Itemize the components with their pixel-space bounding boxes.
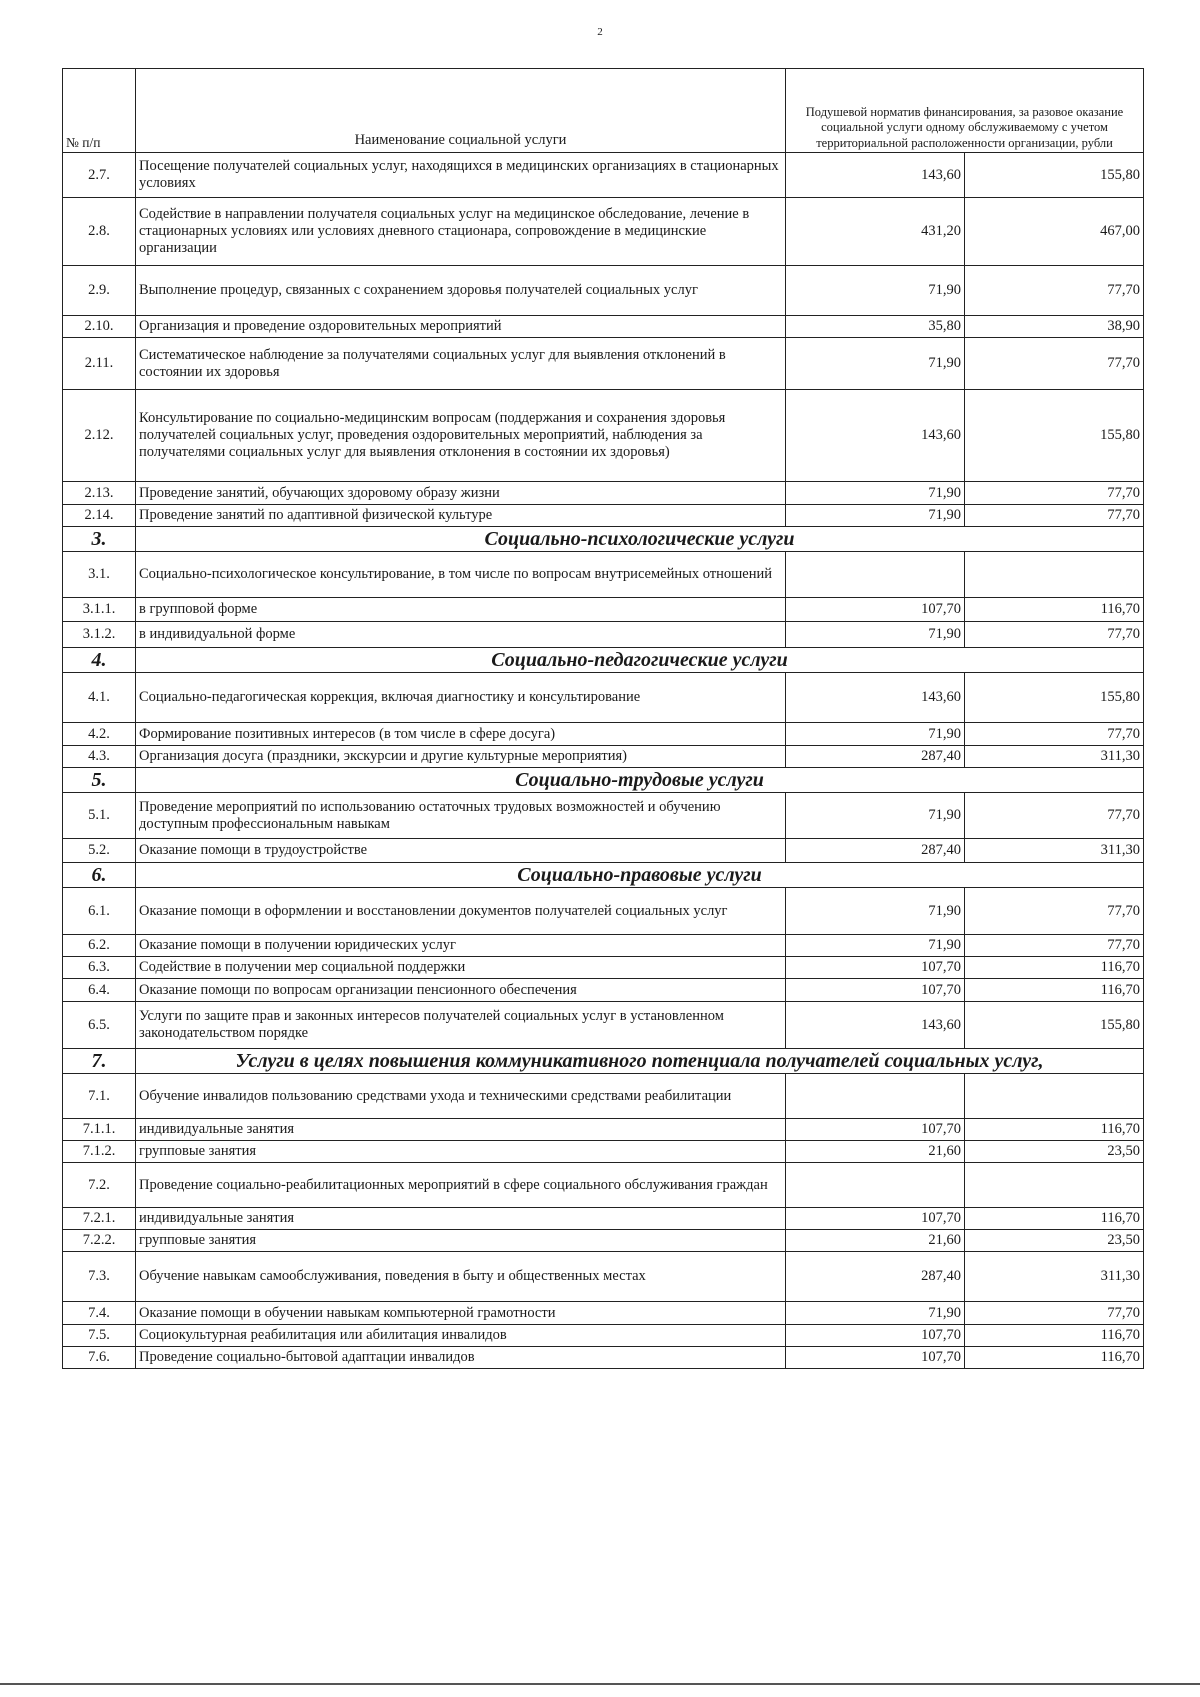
row-number: 7.4. (63, 1302, 136, 1325)
table-row (63, 888, 1144, 935)
table-row (63, 390, 1144, 482)
table-row (63, 793, 1144, 839)
service-name: Услуги по защите прав и законных интересов получателей социальных услуг в установленном законодательством порядке (136, 1002, 786, 1049)
table-row (63, 673, 1144, 723)
norm-value-1: 71,90 (786, 482, 965, 505)
norm-value-1: 71,90 (786, 888, 965, 935)
section-row (63, 768, 1144, 793)
norm-value-1: 143,60 (786, 153, 965, 198)
norm-value-2: 116,70 (965, 957, 1144, 979)
table-row (63, 316, 1144, 338)
section-row (63, 863, 1144, 888)
norm-value-1: 21,60 (786, 1230, 965, 1252)
row-number: 5.1. (63, 793, 136, 839)
table-row (63, 1347, 1144, 1369)
norm-value-2: 155,80 (965, 390, 1144, 482)
service-name: в групповой форме (136, 598, 786, 622)
norm-value-2: 116,70 (965, 979, 1144, 1002)
service-name: индивидуальные занятия (136, 1208, 786, 1230)
table-row (63, 198, 1144, 266)
norm-value-2: 77,70 (965, 505, 1144, 527)
row-number: 3.1.1. (63, 598, 136, 622)
table-row (63, 1208, 1144, 1230)
norm-value-2: 311,30 (965, 746, 1144, 768)
section-number: 3. (63, 527, 136, 552)
norm-value-2: 77,70 (965, 266, 1144, 316)
row-number: 4.2. (63, 723, 136, 746)
services-table (62, 68, 1144, 1369)
norm-value-1: 287,40 (786, 746, 965, 768)
norm-value-2: 155,80 (965, 153, 1144, 198)
table-row (63, 1141, 1144, 1163)
row-number: 7.5. (63, 1325, 136, 1347)
service-name: Оказание помощи в оформлении и восстановлении документов получателей социальных услуг (136, 888, 786, 935)
table-row (63, 1002, 1144, 1049)
row-number: 2.11. (63, 338, 136, 390)
norm-value-1: 71,90 (786, 1302, 965, 1325)
section-number: 6. (63, 863, 136, 888)
service-name: Организация досуга (праздники, экскурсии и другие культурные мероприятия) (136, 746, 786, 768)
row-number: 7.3. (63, 1252, 136, 1302)
service-name: индивидуальные занятия (136, 1119, 786, 1141)
norm-value-1: 71,90 (786, 935, 965, 957)
norm-value-2: 38,90 (965, 316, 1144, 338)
norm-value-2: 116,70 (965, 1119, 1144, 1141)
norm-value-1: 71,90 (786, 505, 965, 527)
service-name: Социально-педагогическая коррекция, включая диагностику и консультирование (136, 673, 786, 723)
norm-value-1: 431,20 (786, 198, 965, 266)
row-number: 6.3. (63, 957, 136, 979)
table-row (63, 1325, 1144, 1347)
section-title: Социально-трудовые услуги (136, 768, 1144, 793)
service-name: Оказание помощи в обучении навыкам компьютерной грамотности (136, 1302, 786, 1325)
service-name: Организация и проведение оздоровительных мероприятий (136, 316, 786, 338)
row-number: 2.12. (63, 390, 136, 482)
table-row (63, 505, 1144, 527)
table-row (63, 1074, 1144, 1119)
norm-value-2: 77,70 (965, 888, 1144, 935)
table-row (63, 1252, 1144, 1302)
norm-value-1: 143,60 (786, 390, 965, 482)
row-number: 7.1.2. (63, 1141, 136, 1163)
norm-value-1: 143,60 (786, 1002, 965, 1049)
header-norm: Подушевой норматив финансирования, за разовое оказание социальной услуги одному обслуживаемому с учетом территориальной расположенности организации, рубли (786, 69, 1144, 153)
row-number: 6.5. (63, 1002, 136, 1049)
header-service-name: Наименование социальной услуги (136, 69, 786, 153)
service-name: групповые занятия (136, 1141, 786, 1163)
service-name: в индивидуальной форме (136, 622, 786, 648)
section-row (63, 527, 1144, 552)
norm-value-1: 107,70 (786, 979, 965, 1002)
row-number: 7.6. (63, 1347, 136, 1369)
table-row (63, 622, 1144, 648)
norm-value-1 (786, 552, 965, 598)
row-number: 7.2.2. (63, 1230, 136, 1252)
table-row (63, 1119, 1144, 1141)
table-row (63, 723, 1144, 746)
norm-value-2: 116,70 (965, 1325, 1144, 1347)
norm-value-2: 77,70 (965, 482, 1144, 505)
service-name: Проведение социально-реабилитационных мероприятий в сфере социального обслуживания граждан (136, 1163, 786, 1208)
table-row (63, 957, 1144, 979)
norm-value-2: 155,80 (965, 673, 1144, 723)
row-number: 5.2. (63, 839, 136, 863)
norm-value-2: 77,70 (965, 723, 1144, 746)
row-number: 2.13. (63, 482, 136, 505)
norm-value-2: 77,70 (965, 622, 1144, 648)
norm-value-1 (786, 1074, 965, 1119)
table-row (63, 1302, 1144, 1325)
norm-value-2: 116,70 (965, 598, 1144, 622)
table-row (63, 839, 1144, 863)
norm-value-2: 23,50 (965, 1230, 1144, 1252)
norm-value-1: 107,70 (786, 957, 965, 979)
service-name: Проведение занятий, обучающих здоровому образу жизни (136, 482, 786, 505)
service-name: Социально-психологическое консультирование, в том числе по вопросам внутрисемейных отношений (136, 552, 786, 598)
section-title: Социально-психологические услуги (136, 527, 1144, 552)
norm-value-2: 77,70 (965, 793, 1144, 839)
service-name: групповые занятия (136, 1230, 786, 1252)
section-number: 4. (63, 648, 136, 673)
norm-value-2 (965, 1163, 1144, 1208)
service-name: Систематическое наблюдение за получателями социальных услуг для выявления отклонений в состоянии их здоровья (136, 338, 786, 390)
table-row (63, 1163, 1144, 1208)
norm-value-1: 107,70 (786, 1325, 965, 1347)
section-number: 5. (63, 768, 136, 793)
table-body (63, 69, 1144, 1369)
table-row (63, 935, 1144, 957)
row-number: 3.1. (63, 552, 136, 598)
service-name: Оказание помощи в трудоустройстве (136, 839, 786, 863)
norm-value-2: 311,30 (965, 1252, 1144, 1302)
scan-edge-line (0, 1683, 1200, 1685)
norm-value-2 (965, 1074, 1144, 1119)
norm-value-1: 107,70 (786, 598, 965, 622)
section-number: 7. (63, 1049, 136, 1074)
page-number: 2 (597, 26, 603, 38)
norm-value-2 (965, 552, 1144, 598)
section-row (63, 648, 1144, 673)
norm-value-2: 77,70 (965, 1302, 1144, 1325)
row-number: 2.7. (63, 153, 136, 198)
section-title: Социально-правовые услуги (136, 863, 1144, 888)
norm-value-2: 311,30 (965, 839, 1144, 863)
service-name: Посещение получателей социальных услуг, находящихся в медицинских организациях в стационарных условиях (136, 153, 786, 198)
row-number: 4.3. (63, 746, 136, 768)
row-number: 7.1.1. (63, 1119, 136, 1141)
section-title: Социально-педагогические услуги (136, 648, 1144, 673)
norm-value-2: 116,70 (965, 1208, 1144, 1230)
norm-value-1: 107,70 (786, 1119, 965, 1141)
norm-value-2: 467,00 (965, 198, 1144, 266)
row-number: 3.1.2. (63, 622, 136, 648)
norm-value-2: 155,80 (965, 1002, 1144, 1049)
norm-value-1: 71,90 (786, 793, 965, 839)
norm-value-1 (786, 1163, 965, 1208)
service-name: Социокультурная реабилитация или абилитация инвалидов (136, 1325, 786, 1347)
norm-value-2: 77,70 (965, 338, 1144, 390)
table-row (63, 1230, 1144, 1252)
row-number: 6.1. (63, 888, 136, 935)
row-number: 7.2. (63, 1163, 136, 1208)
norm-value-1: 35,80 (786, 316, 965, 338)
service-name: Оказание помощи по вопросам организации пенсионного обеспечения (136, 979, 786, 1002)
row-number: 2.8. (63, 198, 136, 266)
service-name: Формирование позитивных интересов (в том числе в сфере досуга) (136, 723, 786, 746)
norm-value-1: 287,40 (786, 1252, 965, 1302)
row-number: 7.2.1. (63, 1208, 136, 1230)
section-title: Услуги в целях повышения коммуникативного потенциала получателей социальных услуг, (136, 1049, 1144, 1074)
table-row (63, 482, 1144, 505)
table-row (63, 338, 1144, 390)
row-number: 7.1. (63, 1074, 136, 1119)
service-name: Выполнение процедур, связанных с сохранением здоровья получателей социальных услуг (136, 266, 786, 316)
norm-value-1: 71,90 (786, 723, 965, 746)
row-number: 2.14. (63, 505, 136, 527)
service-name: Консультирование по социально-медицинским вопросам (поддержания и сохранения здоровья получателей социальных услуг, проведения оздоровительных мероприятий, наблюдения за получателями социальных услуг для выявления отклонения в состоянии их здоровья) (136, 390, 786, 482)
norm-value-1: 107,70 (786, 1347, 965, 1369)
row-number: 6.4. (63, 979, 136, 1002)
norm-value-1: 71,90 (786, 622, 965, 648)
row-number: 2.9. (63, 266, 136, 316)
norm-value-1: 21,60 (786, 1141, 965, 1163)
service-name: Проведение социально-бытовой адаптации инвалидов (136, 1347, 786, 1369)
header-row (63, 69, 1144, 153)
service-name: Проведение мероприятий по использованию остаточных трудовых возможностей и обучению доступным профессиональным навыкам (136, 793, 786, 839)
row-number: 6.2. (63, 935, 136, 957)
norm-value-2: 116,70 (965, 1347, 1144, 1369)
table-row (63, 153, 1144, 198)
header-number: № п/п (63, 69, 136, 153)
table-row (63, 552, 1144, 598)
norm-value-1: 71,90 (786, 338, 965, 390)
service-name: Обучение инвалидов пользованию средствами ухода и техническими средствами реабилитации (136, 1074, 786, 1119)
table-row (63, 979, 1144, 1002)
service-name: Содействие в получении мер социальной поддержки (136, 957, 786, 979)
service-name: Обучение навыкам самообслуживания, поведения в быту и общественных местах (136, 1252, 786, 1302)
norm-value-1: 107,70 (786, 1208, 965, 1230)
norm-value-1: 143,60 (786, 673, 965, 723)
section-row (63, 1049, 1144, 1074)
table-row (63, 598, 1144, 622)
service-name: Проведение занятий по адаптивной физической культуре (136, 505, 786, 527)
table-row (63, 746, 1144, 768)
service-name: Оказание помощи в получении юридических услуг (136, 935, 786, 957)
norm-value-1: 287,40 (786, 839, 965, 863)
row-number: 4.1. (63, 673, 136, 723)
norm-value-2: 23,50 (965, 1141, 1144, 1163)
table-row (63, 266, 1144, 316)
norm-value-1: 71,90 (786, 266, 965, 316)
service-name: Содействие в направлении получателя социальных услуг на медицинское обследование, лечение в стационарных условиях или условиях дневного стационара, сопровождение в медицинские организации (136, 198, 786, 266)
row-number: 2.10. (63, 316, 136, 338)
norm-value-2: 77,70 (965, 935, 1144, 957)
